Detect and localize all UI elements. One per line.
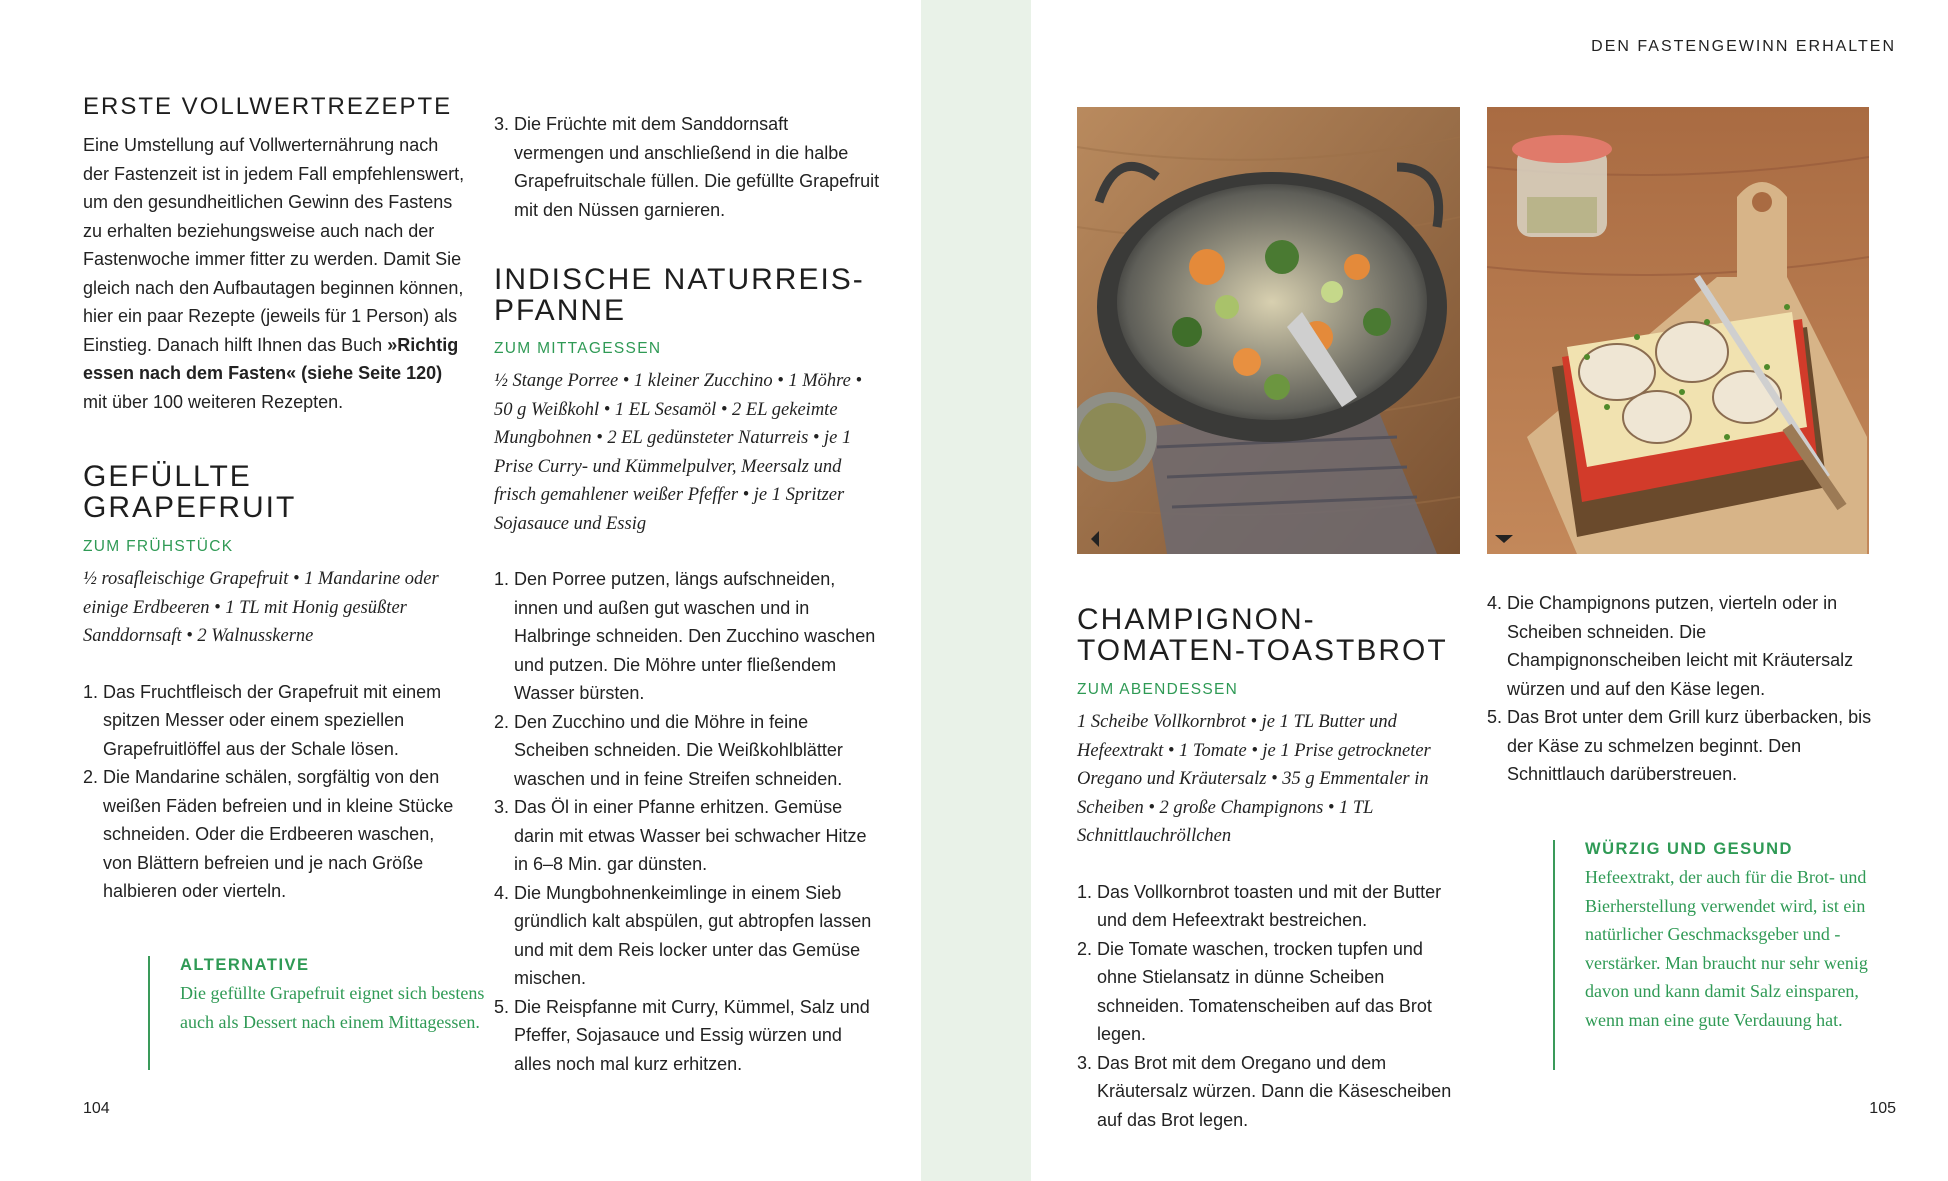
recipe-title-naturreis: INDISCHE NATURREIS-PFANNE [494,263,865,327]
step-item: 4. Die Champignons putzen, vierteln oder in Scheiben schneiden. Die Champignonscheiben leicht mit Kräutersalz würzen und auf den Käse legen. [1487,593,1854,699]
ingredients-toastbrot: 1 Scheibe Vollkornbrot • je 1 TL Butter und Hefeextrakt • 1 Tomate • je 1 Prise getrockneter Oregano und Kräutersalz • 35 g Emmentaler in Scheiben • 2 große Champignons • 1 TL Schnittlauchröllchen [1077,712,1431,846]
step-item: 5. Die Reispfanne mit Curry, Kümmel, Salz und Pfeffer, Sojasauce und Essig würzen und alles noch mal kurz erhitzen. [494,996,870,1074]
recipe-title-grapefruit: GEFÜLLTE GRAPEFRUIT [83,460,297,524]
steps-toastbrot-cont [1487,589,1872,789]
step-item: 3. Das Öl in einer Pfanne erhitzen. Gemüse darin mit etwas Wasser bei schwacher Hitze in 6–8 Min. gar dünsten. [494,797,867,874]
recipe-subtitle-naturreis: ZUM MITTAGESSEN [494,340,662,357]
ingredients-naturreis: ½ Stange Porree • 1 kleiner Zucchino • 1 Möhre • 50 g Weißkohl • 1 EL Sesamöl • 2 EL gekeimte Mungbohnen • 2 EL gedünsteter Naturreis • je 1 Prise Curry- und Kümmelpulver, Meersalz und frisch gemahlener weißer Pfeffer • je 1 Spritzer Sojasauce und Essig [494,371,862,534]
left-column-1 [83,93,465,906]
right-page [1031,0,1948,1181]
step-item: 1. Den Porree putzen, längs aufschneiden, innen und außen gut waschen und in Halbringe schneiden. Den Zucchino waschen und putzen. Die Möhre unter fließendem Wasser bürsten. [494,569,876,703]
steps-grapefruit-cont [494,110,880,224]
intro-text: Eine Umstellung auf Vollwerternährung nach der Fastenzeit ist in jedem Fall empfehlenswert, um den gesundheitlichen Gewinn des Fastens zu erhalten beziehungsweise auch nach der Fastenwoche immer fitter zu werden. Damit Sie gleich nach den Aufbautagen beginnen können, hier ein paar Rezepte (jeweils für 1 Person) als Einstieg. Danach hilft Ihnen das Buch [83,135,465,355]
alternative-text: Die gefüllte Grapefruit eignet sich bestens auch als Dessert nach einem Mittagessen. [180,983,485,1032]
left-page [0,0,921,1181]
page-number-right: 105 [1869,1100,1896,1117]
recipe-title-toastbrot: CHAMPIGNON-TOMATEN-TOASTBROT [1077,603,1448,667]
intro-paragraph [83,131,465,416]
page-gutter [921,0,1031,1181]
photo-vegetable-pan [1077,107,1460,554]
intro-text-end: mit über 100 weiteren Rezepten. [83,391,344,412]
step-item: 3. Die Früchte mit dem Sanddornsaft vermengen und anschließend in die halbe Grapefruitschale füllen. Die gefüllte Grapefruit mit den Nüssen garnieren. [494,114,880,220]
page-number-left: 104 [83,1100,110,1117]
ingredients-grapefruit: ½ rosafleischige Grapefruit • 1 Mandarine oder einige Erdbeeren • 1 TL mit Honig gesüßter Sanddornsaft • 2 Walnusskerne [83,569,439,646]
recipe-subtitle-toastbrot: ZUM ABENDESSEN [1077,681,1239,698]
running-head: DEN FASTENGEWINN ERHALTEN [1591,38,1896,55]
recipe-subtitle-grapefruit: ZUM FRÜHSTÜCK [83,538,234,555]
tip-text: Hefeextrakt, der auch für die Brot- und Bierherstellung verwendet wird, ist ein natürlicher Geschmacksgeber und -verstärker. Man braucht nur sehr wenig davon und kann damit Salz einsparen, wenn man eine gute Verdauung hat. [1585,867,1868,1030]
steps-toastbrot [1077,878,1462,1135]
section-title: ERSTE VOLLWERTREZEPTE [83,93,453,120]
alternative-box [148,956,496,1070]
alternative-title: ALTERNATIVE [180,956,310,974]
steps-grapefruit [83,678,465,906]
step-item: 1. Das Fruchtfleisch der Grapefruit mit einem spitzen Messer oder einem speziellen Grapefruitlöffel aus der Schale lösen. [83,681,442,759]
step-item: 2. Den Zucchino und die Möhre in feine Scheiben schneiden. Die Weißkohlblätter waschen und in feine Streifen schneiden. [494,711,843,789]
tip-box-wuerzig [1553,840,1875,1070]
photo-mushroom-toast [1487,107,1869,554]
step-item: 2. Die Mandarine schälen, sorgfältig von den weißen Fäden befreien und in kleine Stücke schneiden. Oder die Erdbeeren waschen, von Blättern befreien und je nach Größe halbieren oder vierteln. [83,767,454,901]
step-item: 4. Die Mungbohnenkeimlinge in einem Sieb gründlich kalt abspülen, gut abtropfen lassen und mit dem Reis locker unter das Gemüse mischen. [494,882,872,988]
right-column-2 [1487,589,1872,789]
step-item: 1. Das Vollkornbrot toasten und mit der Butter und dem Hefeextrakt bestreichen. [1077,881,1442,930]
left-column-2 [494,110,880,1078]
steps-naturreis [494,565,880,1078]
tip-title: WÜRZIG UND GESUND [1585,840,1793,858]
book-reference: »Richtig essen nach dem Fasten« (siehe Seite 120) [83,334,459,383]
step-item: 2. Die Tomate waschen, trocken tupfen und ohne Stielansatz in dünne Scheiben schneiden. Tomatenscheiben auf das Brot legen. [1077,938,1432,1044]
right-column-1 [1077,604,1462,1134]
step-item: 3. Das Brot mit dem Oregano und dem Kräutersalz würzen. Dann die Käsescheiben auf das Brot legen. [1077,1052,1452,1130]
step-item: 5. Das Brot unter dem Grill kurz überbacken, bis der Käse zu schmelzen beginnt. Den Schnittlauch darüberstreuen. [1487,707,1872,784]
